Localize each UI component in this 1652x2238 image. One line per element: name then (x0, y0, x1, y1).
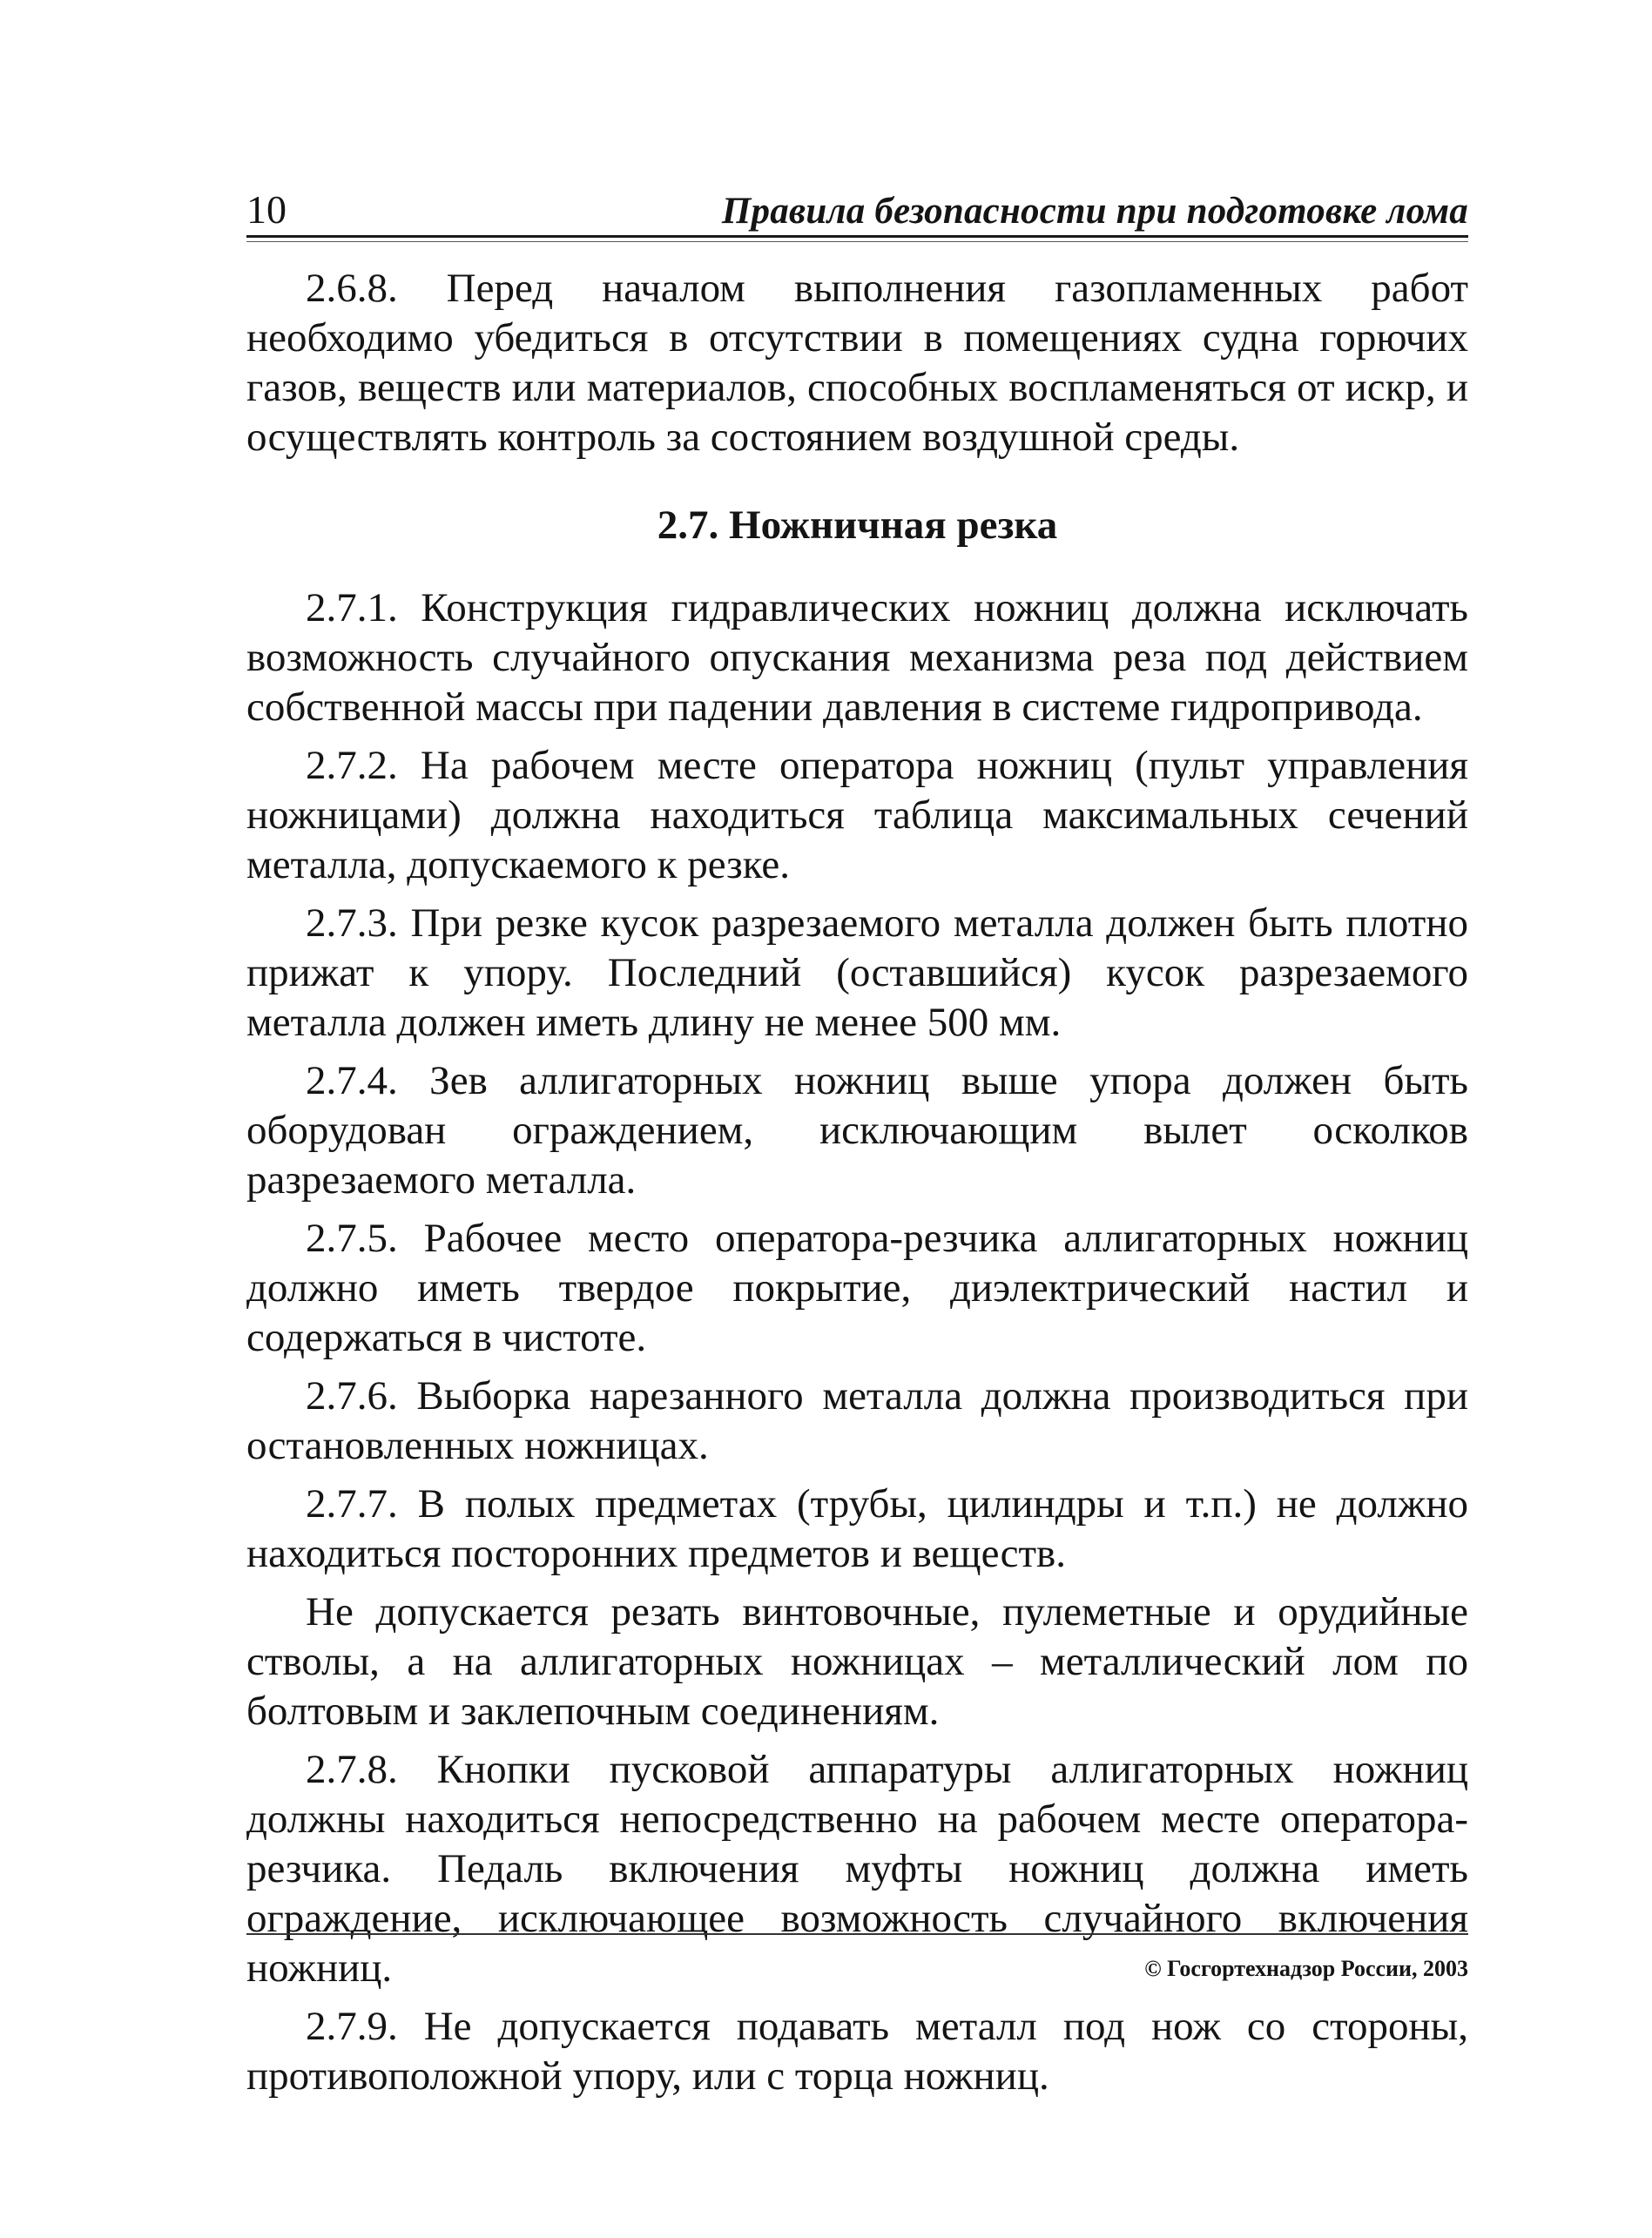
paragraph-2-7-4: 2.7.4. Зев аллигаторных ножниц выше упора должен быть оборудован ограждением, исключающим вылет осколков разрезаемого металла. (246, 1058, 1468, 1203)
paragraph-2-6-8: 2.6.8. Перед началом выполнения газопламенных работ необходимо убедиться в отсутствии в помещениях судна горючих газов, веществ или материалов, способных воспламеняться от искр, и осуществлять контроль за состоянием воздушной среды. (246, 266, 1468, 460)
running-title: Правила безопасности при подготовке лома (721, 191, 1468, 232)
paragraph-2-7-7-note: Не допускается резать винтовочные, пулеметные и орудийные стволы, а на аллигаторных ножницах – металлический лом по болтовым и заклепочным соединениям. (246, 1589, 1468, 1734)
document-page (246, 183, 1468, 2168)
paragraph-2-7-1: 2.7.1. Конструкция гидравлических ножниц должна исключать возможность случайного опускания механизма реза под действием собственной массы при падении давления в системе гидропривода. (246, 585, 1468, 730)
paragraph-2-7-8: 2.7.8. Кнопки пусковой аппаратуры аллигаторных ножниц должны находиться непосредственно на рабочем месте оператора-резчика. Педаль включения муфты ножниц должна иметь ограждение, исключающее возможность случайного включения ножниц. (246, 1747, 1468, 1991)
section-heading: 2.7. Ножничная резка (657, 502, 1058, 548)
page-footer (246, 1933, 1468, 1982)
paragraph-2-7-7: 2.7.7. В полых предметах (трубы, цилиндры и т.п.) не должно находиться посторонних предметов и веществ. (246, 1481, 1468, 1576)
copyright-notice: © Госгортехнадзор России, 2003 (1144, 1956, 1468, 1981)
paragraph-2-7-9: 2.7.9. Не допускается подавать металл под нож со стороны, противоположной упору, или с торца ножниц. (246, 2004, 1468, 2099)
paragraph-2-7-6: 2.7.6. Выборка нарезанного металла должна производиться при остановленных ножницах. (246, 1373, 1468, 1468)
body-text (246, 264, 1468, 2101)
running-header (246, 183, 1468, 238)
paragraph-2-7-5: 2.7.5. Рабочее место оператора-резчика аллигаторных ножниц должно иметь твердое покрытие, диэлектрический настил и содержаться в чистоте. (246, 1216, 1468, 1360)
footer-rule (246, 1933, 1468, 1935)
paragraph-2-7-2: 2.7.2. На рабочем месте оператора ножниц (пульт управления ножницами) должна находиться таблица максимальных сечений металла, допускаемого к резке. (246, 743, 1468, 887)
paragraph-2-7-3: 2.7.3. При резке кусок разрезаемого металла должен быть плотно прижат к упору. Последний (оставшийся) кусок разрезаемого металла должен иметь длину не менее 500 мм. (246, 900, 1468, 1045)
page-number: 10 (246, 187, 287, 232)
